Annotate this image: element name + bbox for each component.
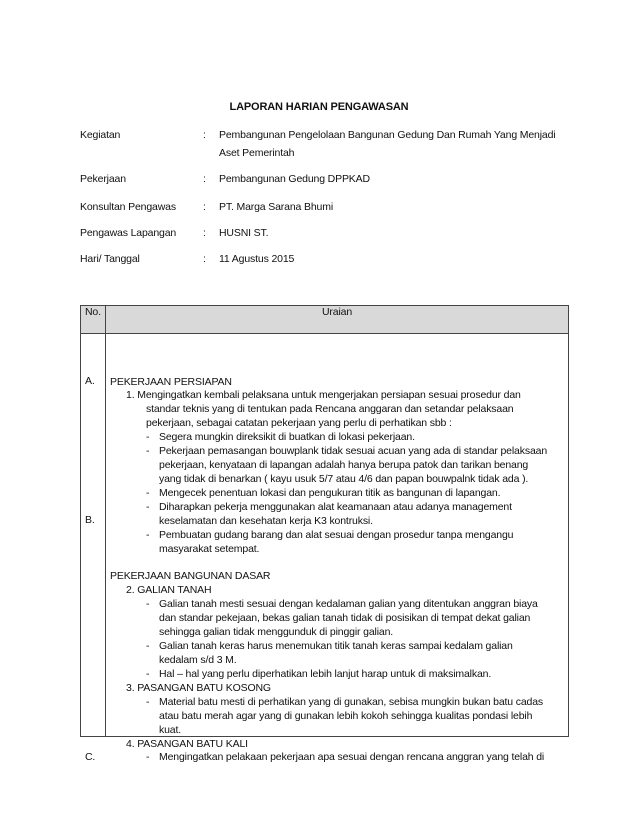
number-column [81, 334, 106, 763]
info-colon: : [203, 129, 206, 141]
bullet-dash: - [146, 696, 150, 708]
info-value: 11 Agustus 2015 [219, 253, 295, 265]
numbered-item: 2. GALIAN TANAH [126, 584, 212, 596]
info-value [219, 126, 569, 162]
text-line: pekerjaan, kenyataan di lapangan adalah hanya berupa patok dan tarikan benang [159, 459, 529, 471]
bullet-text: Segera mungkin direksikit di buatkan di lokasi pekerjaan. [159, 431, 415, 443]
info-value-line: Pembangunan Pengelolaan Bangunan Gedung Dan Rumah Yang Menjadi [219, 129, 556, 141]
section-number: B. [85, 514, 95, 526]
page-title: LAPORAN HARIAN PENGAWASAN [229, 101, 409, 113]
bullet-dash: - [146, 445, 150, 457]
bullet-dash: - [146, 431, 150, 443]
numbered-item: 3. PASANGAN BATU KOSONG [126, 682, 271, 694]
table-row [81, 334, 569, 737]
bullet-dash: - [146, 640, 150, 652]
bullet-text: Galian tanah keras harus menemukan titik tanah keras sampai kedalam galian [159, 640, 513, 652]
text-line: keselamatan dan kesehatan kerja K3 kontruksi. [159, 515, 373, 527]
bullet-dash: - [146, 668, 150, 680]
info-value: PT. Marga Sarana Bhumi [219, 201, 334, 213]
text-line: standar teknis yang di tentukan pada Rencana anggaran dan setandar pelaksaan [146, 403, 514, 415]
numbered-item: 4. PASANGAN BATU KALI [126, 738, 248, 750]
bullet-dash: - [146, 598, 150, 610]
section-heading: PEKERJAAN PERSIAPAN [110, 376, 232, 388]
text-line: masyarakat setempat. [159, 543, 260, 555]
numbered-item: 1. Mengingatkan kembali pelaksana untuk mengerjakan persiapan sesuai prosedur dan [126, 389, 521, 401]
info-label: Kegiatan [80, 129, 121, 141]
bullet-text: Pekerjaan pemasangan bouwplank tidak sesuai acuan yang ada di standar pelaksaan [159, 445, 548, 457]
text-line: kuat. [159, 724, 182, 736]
bullet-dash: - [146, 487, 150, 499]
info-colon: : [203, 227, 206, 239]
bullet-dash: - [146, 501, 150, 513]
section-number: C. [85, 751, 96, 763]
info-colon: : [203, 201, 206, 213]
info-label: Pengawas Lapangan [80, 227, 177, 239]
section-number: A. [85, 375, 95, 387]
text-line: dan standar pekejaan, bekas galian tanah tidak di posisikan di tempat dekat galian [159, 612, 531, 624]
info-value-line: Aset Pemerintah [219, 147, 295, 159]
uraian-table [80, 305, 569, 763]
uraian-content [106, 334, 569, 763]
info-colon: : [203, 253, 206, 265]
text-line: yang tidak di benarkan ( kayu usuk 5/7 atau 4/6 dan papan bouwpalnk tidak ada ). [159, 473, 529, 485]
bullet-text: Diharapkan pekerja menggunakan alat keamanaan atau adanya management [159, 501, 512, 513]
text-line: sehingga galian tidak menggunduk di pinggir galian. [159, 626, 394, 638]
info-label: Hari/ Tanggal [80, 253, 140, 265]
text-line: kedalam s/d 3 M. [159, 654, 237, 666]
info-label: Pekerjaan [80, 173, 126, 185]
text-line: pekerjaan, sebagai catatan pekerjaan yang perlu di perhatikan sbb : [146, 417, 452, 429]
info-value: Pembangunan Gedung DPPKAD [219, 173, 370, 185]
bullet-dash: - [146, 751, 150, 763]
info-label: Konsultan Pengawas [80, 201, 176, 213]
bullet-text: Mengecek penentuan lokasi dan pengukuran titik as bangunan di lapangan. [159, 487, 501, 499]
bullet-text: Pembuatan gudang barang dan alat sesuai dengan prosedur tanpa mengangu [159, 529, 514, 541]
table-header-row [81, 306, 569, 334]
bullet-text: Galian tanah mesti sesuai dengan kedalaman galian yang ditentukan anggran biaya [159, 598, 538, 610]
bullet-text: Material batu mesti di perhatikan yang di gunakan, sebisa mungkin bukan batu cadas [159, 696, 544, 708]
info-value: HUSNI ST. [219, 227, 269, 239]
bullet-text: Mengingatkan pelakaan pekerjaan apa sesuai dengan rencana anggran yang telah di [159, 751, 545, 763]
bullet-text: Hal – hal yang perlu diperhatikan lebih lanjut harap untuk di maksimalkan. [159, 668, 492, 680]
header-no: No. [81, 306, 106, 334]
section-heading: PEKERJAAN BANGUNAN DASAR [110, 570, 271, 582]
header-uraian: Uraian [106, 306, 569, 334]
info-colon: : [203, 173, 206, 185]
text-line: atau batu merah agar yang di gunakan lebih kokoh sehingga kualitas pondasi lebih [159, 710, 533, 722]
bullet-dash: - [146, 529, 150, 541]
